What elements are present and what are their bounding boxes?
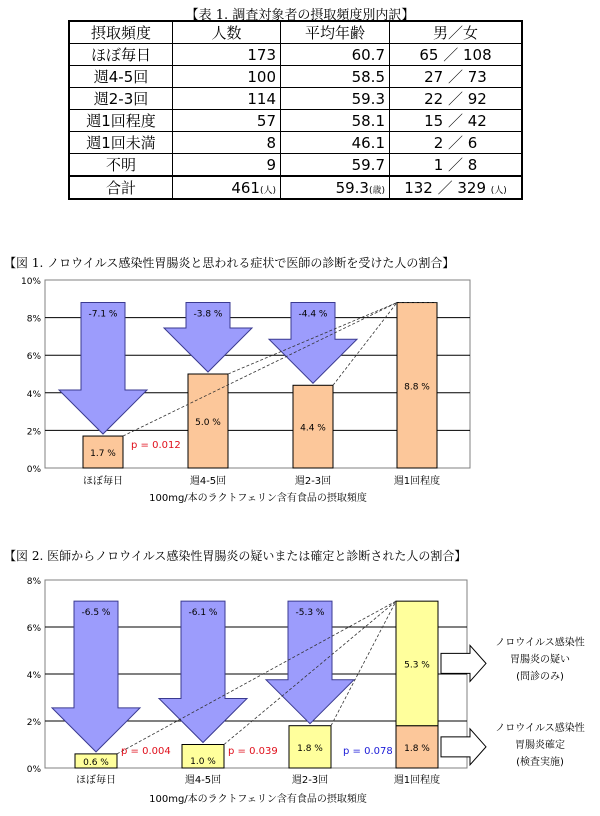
reduction-arrow [52, 601, 140, 752]
y-tick-label: 4% [26, 671, 41, 681]
cell-age: 60.7 [281, 44, 390, 66]
legend-suspected-text: 胃腸炎の疑い [510, 654, 570, 666]
table-row [69, 110, 522, 132]
reduction-label: -3.8 % [193, 309, 223, 320]
cell-sex: 22 ／ 92 [390, 88, 523, 110]
cell-frequency: 週4-5回 [69, 66, 173, 88]
total-count [173, 176, 281, 199]
y-tick-label: 6% [26, 624, 41, 634]
cell-count: 8 [173, 132, 281, 154]
x-axis-label: 100mg/本のラクトフェリン含有食品の摂取頻度 [149, 794, 367, 805]
cell-count: 9 [173, 154, 281, 177]
cell-sex: 2 ／ 6 [390, 132, 523, 154]
legend-confirmed-text: ノロウイルス感染性 [495, 722, 585, 734]
p-value-label: p = 0.004 [121, 746, 171, 757]
y-tick-label: 2% [26, 427, 41, 438]
y-tick-label: 0% [26, 765, 41, 775]
x-axis-label: 100mg/本のラクトフェリン含有食品の摂取頻度 [149, 493, 367, 504]
header-age: 平均年齢 [281, 21, 390, 44]
y-tick-label: 2% [26, 718, 41, 728]
p-value-label: p = 0.012 [131, 440, 181, 452]
cell-frequency: 週1回程度 [69, 110, 173, 132]
x-tick-label: 週1回程度 [393, 476, 441, 487]
cell-age: 59.3 [281, 88, 390, 110]
chart2-title: 【図 2. 医師からノロウイルス感染性胃腸炎の疑いまたは確定と診断された人の割合】 [4, 549, 467, 563]
cell-sex: 15 ／ 42 [390, 110, 523, 132]
y-tick-label: 10% [20, 277, 41, 287]
x-tick-label: 週2-3回 [291, 775, 329, 786]
y-tick-label: 0% [26, 465, 41, 475]
cell-age: 59.7 [281, 154, 390, 177]
legend-suspected-text: (問診のみ) [516, 671, 564, 683]
data-label: 1.7 % [90, 449, 116, 460]
total-count-value: 461 [231, 178, 260, 197]
x-tick-label: 週4-5回 [184, 775, 222, 786]
cell-count: 100 [173, 66, 281, 88]
cell-age: 58.5 [281, 66, 390, 88]
chart1-title: 【図 1. ノロウイルス感染性胃腸炎と思われる症状で医師の診断を受けた人の割合】 [4, 256, 455, 270]
table-row [69, 44, 522, 66]
header-count: 人数 [173, 21, 281, 44]
data-label: 1.8 % [404, 743, 430, 754]
x-tick-label: 週1回程度 [393, 775, 441, 786]
table-total-row [69, 176, 522, 199]
data-label: 1.8 % [297, 743, 323, 754]
total-count-unit: (人) [259, 185, 276, 196]
data-label: 1.0 % [190, 757, 216, 767]
trend-line [123, 303, 397, 436]
x-tick-label: 週4-5回 [189, 476, 227, 487]
legend-confirmed-text: 胃腸炎確定 [515, 739, 565, 751]
data-label: 5.3 % [404, 660, 430, 671]
reduction-label: -7.1 % [88, 309, 118, 320]
y-tick-label: 8% [26, 314, 41, 325]
data-label: 5.0 % [195, 418, 221, 428]
legend-suspected-text: ノロウイルス感染性 [495, 637, 585, 649]
cell-frequency: 週1回未満 [69, 132, 173, 154]
x-tick-label: ほぼ毎日 [76, 775, 116, 786]
total-sex [390, 176, 523, 199]
total-age-value: 59.3 [335, 178, 369, 197]
cell-sex: 65 ／ 108 [390, 44, 523, 66]
legend-confirmed-text: (検査実施) [516, 756, 564, 768]
legend-arrow-confirmed [441, 729, 486, 765]
total-age-unit: (歳) [368, 185, 385, 196]
cell-frequency: 不明 [69, 154, 173, 177]
reduction-label: -4.4 % [298, 309, 328, 320]
cell-frequency: ほぼ毎日 [69, 44, 173, 66]
table-row [69, 66, 522, 88]
data-label: 4.4 % [300, 423, 326, 434]
legend-arrow-suspected [441, 645, 486, 681]
trend-line [117, 601, 396, 754]
total-age [281, 176, 390, 199]
table-row [69, 88, 522, 110]
cell-count: 173 [173, 44, 281, 66]
reduction-arrow [266, 601, 354, 724]
data-label: 0.6 % [83, 758, 109, 768]
table-row [69, 154, 522, 177]
table-row [69, 132, 522, 154]
y-tick-label: 4% [26, 389, 41, 400]
header-sex: 男／女 [390, 21, 523, 44]
reduction-label: -6.5 % [81, 608, 111, 619]
reduction-label: -5.3 % [295, 608, 325, 619]
cell-count: 114 [173, 88, 281, 110]
p-value-label: p = 0.039 [228, 746, 278, 757]
cell-age: 46.1 [281, 132, 390, 154]
cell-sex: 1 ／ 8 [390, 154, 523, 177]
data-label: 8.8 % [404, 382, 430, 393]
reduction-arrow [59, 303, 147, 434]
y-tick-label: 6% [26, 352, 41, 363]
cell-age: 58.1 [281, 110, 390, 132]
trend-line [331, 601, 396, 726]
table-title: 【表 1. 調査対象者の摂取頻度別内訳】 [185, 8, 415, 23]
x-tick-label: 週2-3回 [294, 476, 332, 487]
chart1 [0, 268, 600, 518]
cell-sex: 27 ／ 73 [390, 66, 523, 88]
table-header-row [69, 21, 522, 44]
total-label: 合計 [69, 176, 173, 199]
y-tick-label: 8% [26, 577, 41, 587]
cell-count: 57 [173, 110, 281, 132]
p-value-label: p = 0.078 [343, 746, 393, 757]
chart2 [0, 562, 600, 816]
header-frequency: 摂取頻度 [69, 21, 173, 44]
total-sex-unit: (人) [490, 186, 507, 196]
reduction-label: -6.1 % [188, 608, 218, 619]
cell-frequency: 週2-3回 [69, 88, 173, 110]
x-tick-label: ほぼ毎日 [83, 476, 123, 487]
intake-frequency-table [68, 20, 523, 200]
total-sex-value: 132 ／ 329 [404, 179, 486, 197]
